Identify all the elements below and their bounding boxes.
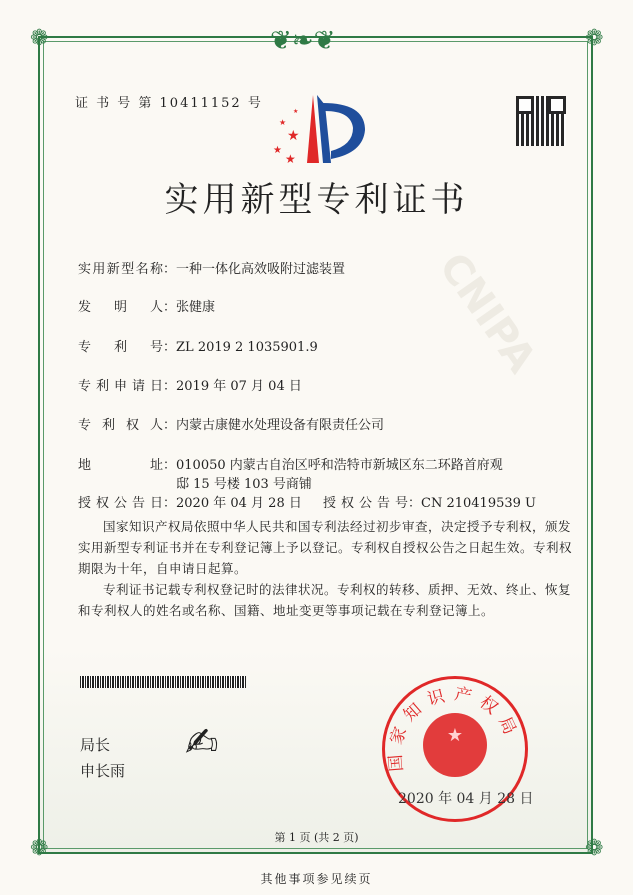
top-ornament: ❦❧❦ xyxy=(270,26,336,56)
signature: ✍ xyxy=(185,720,225,766)
svg-text:国家知识产权局: 国家知识产权局 xyxy=(385,684,523,773)
svg-text:★: ★ xyxy=(446,725,464,746)
corner-ornament: ❁ xyxy=(585,836,604,861)
page-footer: 第 1 页 (共 2 页) xyxy=(274,831,359,844)
corner-ornament: ❁ xyxy=(585,26,604,51)
field-inventor: 发明人：张健康 xyxy=(78,300,216,315)
field-address: 地址：010050 内蒙古自治区呼和浩特市新城区东二环路首府观 邸 15 号楼 103 号商铺 xyxy=(78,458,503,492)
corner-ornament: ❁ xyxy=(30,836,49,861)
corner-ornament: ❁ xyxy=(30,26,49,51)
field-patentee: 专利权人：内蒙古康健水处理设备有限责任公司 xyxy=(78,418,385,433)
director-name: 申长雨 xyxy=(80,762,126,780)
svg-text:★: ★ xyxy=(273,145,282,156)
svg-text:★: ★ xyxy=(293,108,299,115)
certificate-title: 实用新型专利证书 xyxy=(164,180,469,220)
field-grant-number: 授权公告号：CN 210419539 U xyxy=(323,496,536,511)
field-grant-date: 授权公告日：2020 年 04 月 28 日 xyxy=(78,496,302,511)
director-title: 局长 xyxy=(80,736,111,754)
svg-text:★: ★ xyxy=(285,152,296,165)
svg-text:★: ★ xyxy=(279,118,287,127)
barcode xyxy=(80,676,246,688)
seal-date: 2020 年 04 月 28 日 xyxy=(398,791,534,807)
statement-paragraph: 专利证书记载专利权登记时的法律状况。专利权的转移、质押、无效、终止、恢复和专利权人的姓名或名称、国籍、地址变更等事项记载在专利登记簿上。 xyxy=(78,582,572,618)
statement-paragraph: 国家知识产权局依照中华人民共和国专利法经过初步审查，决定授予专利权，颁发实用新型专利证书并在专利登记簿上予以登记。专利权自授权公告之日起生效。专利权期限为十年，自申请日起算。 xyxy=(78,519,573,576)
field-application-date: 专利申请日：2019 年 07 月 04 日 xyxy=(78,379,302,394)
field-patent-number: 专利号：ZL 2019 2 1035901.9 xyxy=(78,340,318,355)
continuation-note: 其他事项参见续页 xyxy=(260,872,373,886)
svg-text:★: ★ xyxy=(287,128,300,144)
qr-code xyxy=(516,96,566,146)
cnipa-logo xyxy=(265,95,375,165)
watermark: CNIPA xyxy=(429,244,545,382)
certificate-number: 证 书 号 第 10411152 号 xyxy=(75,96,263,111)
field-name: 实用新型名称：一种一体化高效吸附过滤装置 xyxy=(78,262,346,277)
